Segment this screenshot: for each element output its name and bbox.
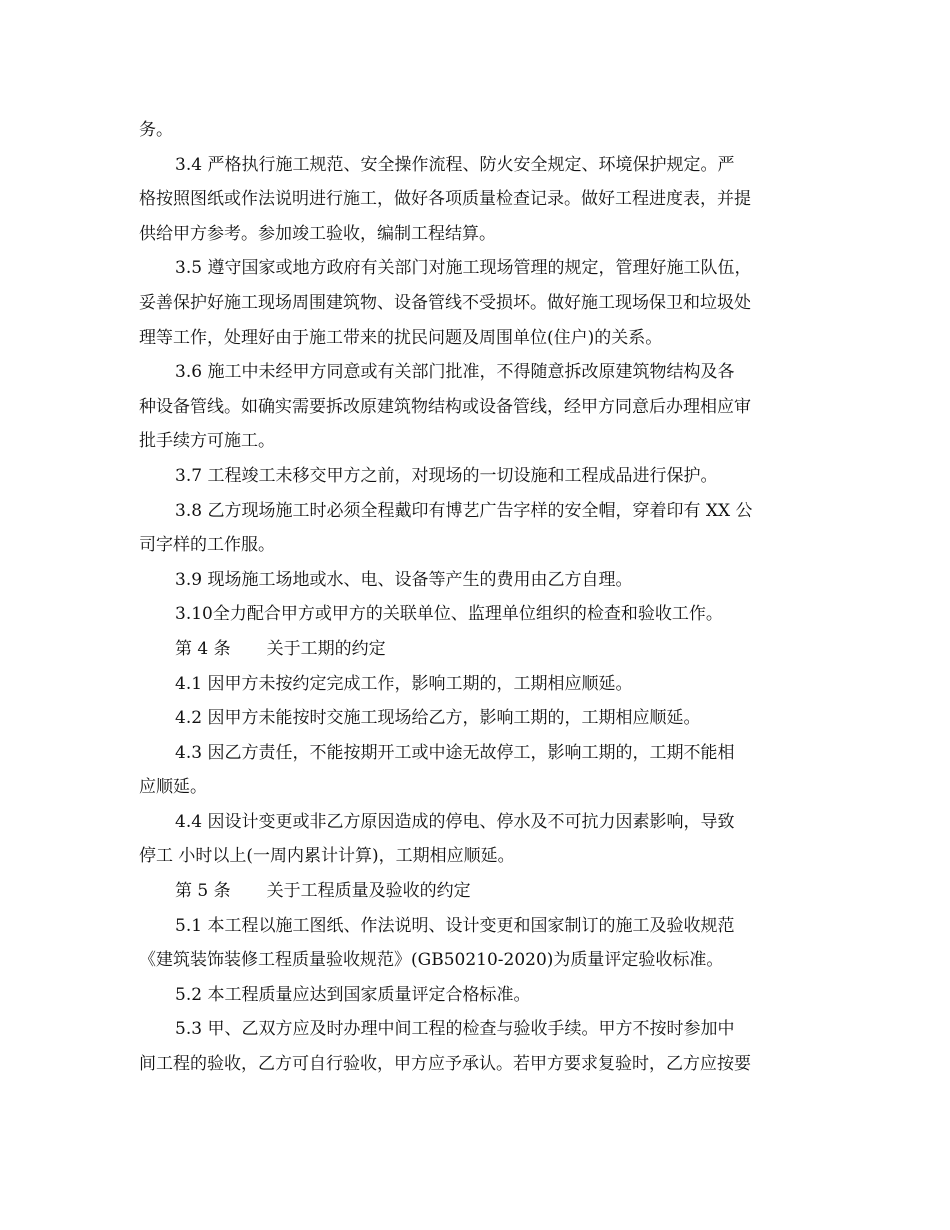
- clause-4-2: 4.2 因甲方未能按时交施工现场给乙方，影响工期的，工期相应顺延。: [175, 708, 701, 729]
- clause-4-3: 4.3 因乙方责任，不能按期开工或中途无故停工，影响工期的，工期不能相: [175, 742, 735, 763]
- clause-3-6: 3.6 施工中未经甲方同意或有关部门批准，不得随意拆改原建筑物结构及各: [175, 362, 735, 383]
- text-line: 供给甲方参考。参加竣工验收，编制工程结算。: [139, 223, 496, 244]
- clause-3-7: 3.7 工程竣工未移交甲方之前，对现场的一切设施和工程成品进行保护。: [175, 465, 718, 486]
- text-line: 批手续方可施工。: [139, 431, 275, 452]
- text-line: 司字样的工作服。: [139, 535, 275, 556]
- clause-3-8: 3.8 乙方现场施工时必须全程戴印有博艺广告字样的安全帽，穿着印有 XX 公: [175, 500, 753, 521]
- article-4-heading: [139, 632, 819, 667]
- clause-3-10: 3.10全力配合甲方或甲方的关联单位、监理单位组织的检查和验收工作。: [175, 604, 723, 625]
- clause-5-1: 5.1 本工程以施工图纸、作法说明、设计变更和国家制订的施工及验收规范: [175, 915, 735, 936]
- text-line: 理等工作，处理好由于施工带来的扰民问题及周围单位(住户)的关系。: [139, 327, 663, 348]
- text-line: 务。: [139, 120, 173, 140]
- clause-3-5: 3.5 遵守国家或地方政府有关部门对施工现场管理的规定，管理好施工队伍，: [175, 258, 752, 279]
- text-line: 格按照图纸或作法说明进行施工，做好各项质量检查记录。做好工程进度表，并提: [139, 189, 751, 210]
- article-number: 第 4 条: [175, 638, 231, 659]
- text-line: 间工程的验收，乙方可自行验收，甲方应予承认。若甲方要求复验时，乙方应按要: [139, 1054, 751, 1075]
- document-body: [139, 113, 819, 1082]
- clause-5-2: 5.2 本工程质量应达到国家质量评定合格标准。: [175, 984, 531, 1005]
- clause-3-9: 3.9 现场施工场地或水、电、设备等产生的费用由乙方自理。: [175, 569, 633, 590]
- clause-4-1: 4.1 因甲方未按约定完成工作，影响工期的，工期相应顺延。: [175, 673, 633, 694]
- text-line: 种设备管线。如确实需要拆改原建筑物结构或设备管线，经甲方同意后办理相应审: [139, 396, 751, 417]
- clause-4-4: 4.4 因设计变更或非乙方原因造成的停电、停水及不可抗力因素影响，导致: [175, 811, 735, 832]
- text-line: 《建筑装饰装修工程质量验收规范》(GB50210-2020)为质量评定验收标准。: [139, 950, 724, 971]
- clause-5-3: 5.3 甲、乙双方应及时办理中间工程的检查与验收手续。甲方不按时参加中: [175, 1019, 735, 1040]
- article-5-heading: [139, 874, 819, 909]
- article-title: 关于工期的约定: [266, 638, 386, 659]
- clause-3-4: 3.4 严格执行施工规范、安全操作流程、防火安全规定、环境保护规定。严: [175, 154, 735, 175]
- text-line: 停工 小时以上(一周内累计计算)，工期相应顺延。: [139, 846, 515, 867]
- text-line: 妥善保护好施工现场周围建筑物、设备管线不受损坏。做好施工现场保卫和垃圾处: [139, 292, 751, 313]
- text-line: 应顺延。: [139, 777, 207, 798]
- article-number: 第 5 条: [175, 881, 231, 902]
- article-title: 关于工程质量及验收的约定: [266, 881, 471, 902]
